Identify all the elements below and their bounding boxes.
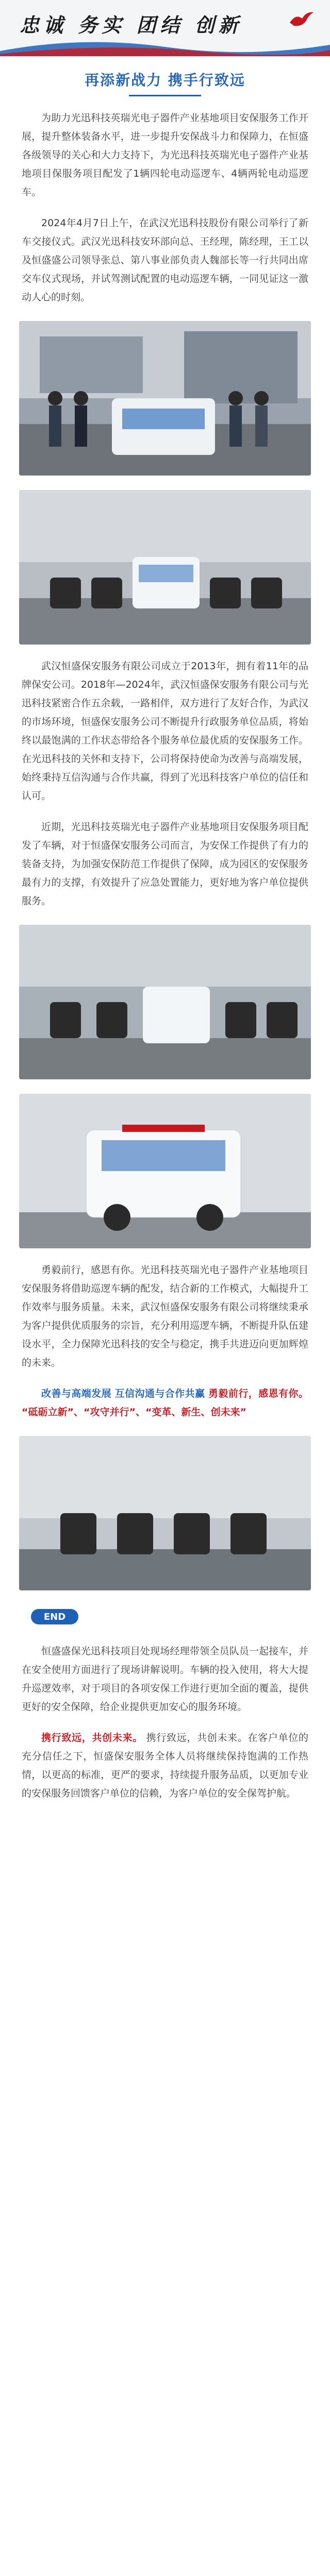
closing-paragraph-2 <box>0 1728 330 1803</box>
article-title: 再添新战力 携手行致远 <box>85 72 245 89</box>
title-underline <box>129 95 201 96</box>
highlight-words-2: 互信沟通与合作共赢 <box>114 1388 205 1399</box>
paragraph-4: 近期，光迅科技英瑞光电子器件产业基地项目安保服务项目配发了车辆，对于恒盛保安服务公司而言，为安保工作提供了有力的装备支持，为加强安保防范工作提供了保障，成为园区的安保服务最有力的支撑，有效提升了应急处置能力，更好地为客户单位提供服务。 <box>22 821 308 907</box>
header-banner <box>0 0 330 57</box>
highlight-line <box>0 1384 330 1421</box>
highlight-words-4: “砥砺立新”、“攻守并行”、“变革、新生、创未来” <box>22 1406 246 1418</box>
photo-drivers-on-bikes <box>19 1436 311 1590</box>
closing-paragraph-1: 恒盛盛保光迅科技项目处现场经理带领全员队员一起接车，并在安全使用方面进行了现场讲解说明。车辆的投入使用，将大大提升巡逻效率，对于项目的各项安保工作进行更加全面的覆盖，提供更好的安全保障，给企业提供更加安心的服务环境。 <box>22 1646 308 1713</box>
paragraph-2: 2024年4月7日上午，在武汉光迅科技股份有限公司举行了新车交接仪式。武汉光迅科技安环部向总、王经理，陈经理，王工以及恒盛盛公司领导张总、第八事业部负责人魏部长等一行共同出席交车仪式现场，并试驾测试配置的电动巡逻车辆，一同见证这一激动人心的时刻。 <box>22 217 308 303</box>
photo-handover-ceremony <box>19 321 311 476</box>
end-badge-text: END <box>43 1612 66 1622</box>
header-slogan: 忠诚 务实 团结 创新 <box>20 13 242 37</box>
photo-patrol-vehicles <box>19 490 311 645</box>
header-wave-decoration <box>0 36 330 56</box>
highlight-words-5: 携行致远，共创未来。 <box>41 1732 143 1743</box>
paragraph-1: 为助力光迅科技英瑞光电子器件产业基地项目安保服务工作开展，提升整体装备水平，进一步提升安保战斗力和保障力，在恒盛各级领导的关心和大力支持下，为光迅科技英瑞光电子器件产业基地项目保服务项目配发了1辆四轮电动巡逻车、4辆两轮电动巡逻车。 <box>22 112 308 198</box>
end-badge <box>31 1606 78 1628</box>
highlight-words-3: 勇毅前行，感恩有你。 <box>208 1388 308 1399</box>
closing-paragraph-2-text: 携行致远，共创未来。在客户单位的充分信任之下，恒盛保安服务全体人员将继续保持饱满的工作热情，以更高的标准，更严的要求，持续提升服务品质，以更加专业的安保服务回馈客户单位的信赖，为客户单位的安全保驾护航。 <box>22 1732 308 1799</box>
photo-vehicle-lineup <box>19 925 311 1079</box>
paragraph-3: 武汉恒盛保安服务有限公司成立于2013年，拥有着11年的品牌保安公司。2018年—2024年，武汉恒盛保安服务有限公司与光迅科技紧密合作五余载，一路相伴，双方进行了友好合作，为武汉的市场环境，恒盛保安服务公司不断提升行政服务单位品质，将始终以最饱满的工作状态带给各个服务单位最优质的安保服务工作。在光迅科技的关怀和支持下，公司将保持使命为改善与高端发展，始终秉持互信沟通与合作共赢，得到了光迅科技客户单位的信任和认可。 <box>22 660 308 802</box>
paragraph-5: 勇毅前行，感恩有你。光迅科技英瑞光电子器件产业基地项目安保服务将借助巡逻车辆的配发，结合新的工作模式，大幅提升工作效率与服务质量。未来，武汉恒盛保安服务有限公司将继续秉承为客户提供优质服务的宗旨，充分利用巡逻车辆，不断提升队伍建设水平，全力保障光迅科技的安全与稳定，携手共进迈向更加辉煌的未来。 <box>22 1264 308 1368</box>
dove-icon <box>289 10 315 29</box>
highlight-words-1: 改善与高端发展 <box>41 1388 112 1399</box>
photo-police-patrol-car <box>19 1094 311 1248</box>
